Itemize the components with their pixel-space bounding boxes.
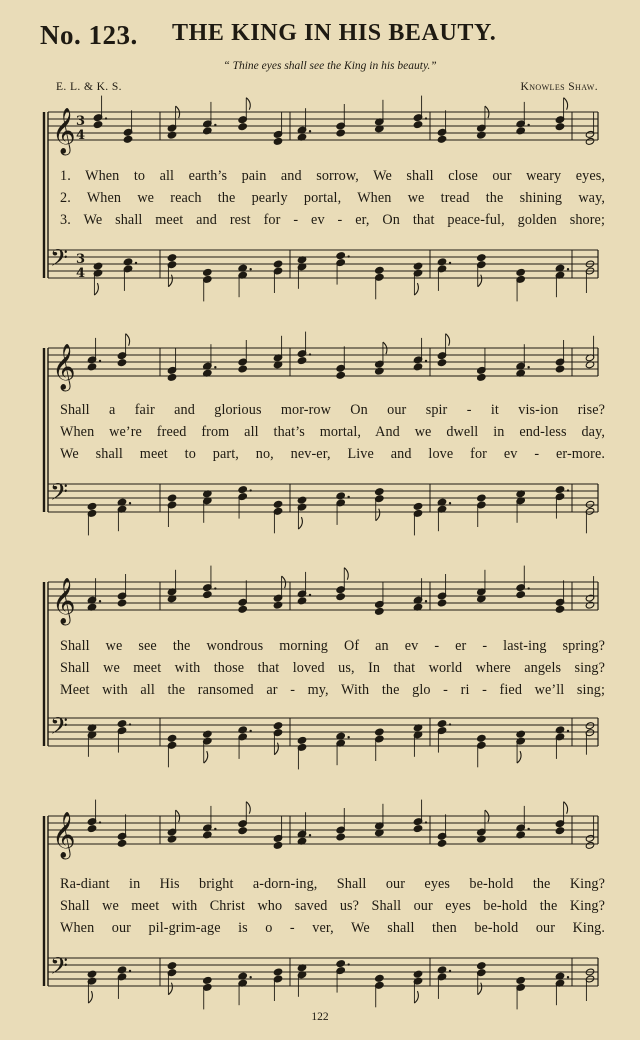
lyric-verse-3: Meet with all the ransomed ar - my, With the glo - ri - fied we’ll sing; <box>60 682 605 698</box>
note-chord <box>273 816 282 849</box>
note-chord <box>273 968 282 1001</box>
note-chord <box>87 970 96 1003</box>
note-chord <box>413 970 422 1003</box>
bass-staff <box>48 952 598 1009</box>
note-chord <box>117 966 131 999</box>
time-signature-top: 3 <box>76 252 86 267</box>
lyric-verse-2: 2. When we reach the pearly portal, When we tread the shining way, <box>60 190 605 206</box>
treble-clef-icon: 𝄞 <box>52 344 76 390</box>
lyric-verse-2: Shall we meet with Christ who saved us? Shall our eyes be-hold the King? <box>60 898 605 914</box>
lyricist-credit: E. L. & K. S. <box>56 81 122 93</box>
lyric-verse-1: 1. When to all earth’s pain and sorrow, We shall close our weary eyes, <box>60 168 605 184</box>
epigraph: “ Thine eyes shall see the King in his beauty.” <box>223 60 437 72</box>
lyric-verse-3: When our pil-grim-age is o - ver, We shall then be-hold our King. <box>60 920 605 936</box>
note-chord <box>375 974 384 1007</box>
lyric-verse-1: Ra-diant in His bright a-dorn-ing, Shall our eyes be-hold the King? <box>60 876 605 892</box>
time-signature-top: 3 <box>76 114 86 129</box>
lyrics-block-4 <box>60 873 605 939</box>
note-chord <box>555 972 569 1005</box>
hymn-number: No. 123. <box>40 20 138 50</box>
bass-clef-icon: 𝄢 <box>50 712 69 745</box>
note-chord <box>477 962 486 995</box>
note-chord <box>336 960 350 993</box>
note-chord <box>117 814 126 847</box>
note-chord <box>516 976 525 1009</box>
note-chord <box>297 812 311 845</box>
bass-clef-icon: 𝄢 <box>50 244 69 277</box>
treble-clef-icon: 𝄞 <box>52 578 76 624</box>
note-chord <box>203 976 212 1009</box>
note-chord <box>585 968 594 1001</box>
note-chord <box>477 810 489 843</box>
note-chord <box>375 804 384 837</box>
note-chord <box>167 962 176 995</box>
bass-clef-icon: 𝄢 <box>50 478 69 511</box>
note-chord <box>437 814 446 847</box>
note-chord <box>437 966 451 999</box>
treble-clef-icon: 𝄞 <box>52 108 76 154</box>
lyric-verse-3: 3. We shall meet and rest for - ev - er, On that peace-ful, golden shore; <box>60 212 605 228</box>
note-chord <box>297 964 306 997</box>
note-chord <box>167 810 179 843</box>
note-chord <box>238 972 252 1005</box>
hymn-title: THE KING IN HIS BEAUTY. <box>172 20 497 46</box>
note-chord <box>336 808 345 841</box>
bass-clef-icon: 𝄢 <box>50 952 69 985</box>
lyric-verse-1: Shall we see the wondrous morning Of an ev - er - last-ing spring? <box>60 638 605 654</box>
note-chord <box>516 806 530 839</box>
note-chord <box>203 806 217 839</box>
treble-staff <box>48 800 598 860</box>
lyric-verse-2: Shall we meet with those that loved us, In that world where angels sing? <box>60 660 605 676</box>
time-signature-bottom: 4 <box>76 266 86 281</box>
treble-clef-icon: 𝄞 <box>52 812 76 858</box>
lyric-verse-2: When we’re freed from all that’s mortal, And we dwell in end-less day, <box>60 424 605 440</box>
page-number: 122 <box>311 1011 329 1023</box>
time-signature-bottom: 4 <box>76 128 86 143</box>
composer-credit: Knowles Shaw. <box>520 81 598 93</box>
lyric-verse-1: Shall a fair and glorious mor-row On our spir - it vis-ion rise? <box>60 402 605 418</box>
lyric-verse-3: We shall meet to part, no, nev-er, Live and love for ev - er-more. <box>60 446 605 462</box>
